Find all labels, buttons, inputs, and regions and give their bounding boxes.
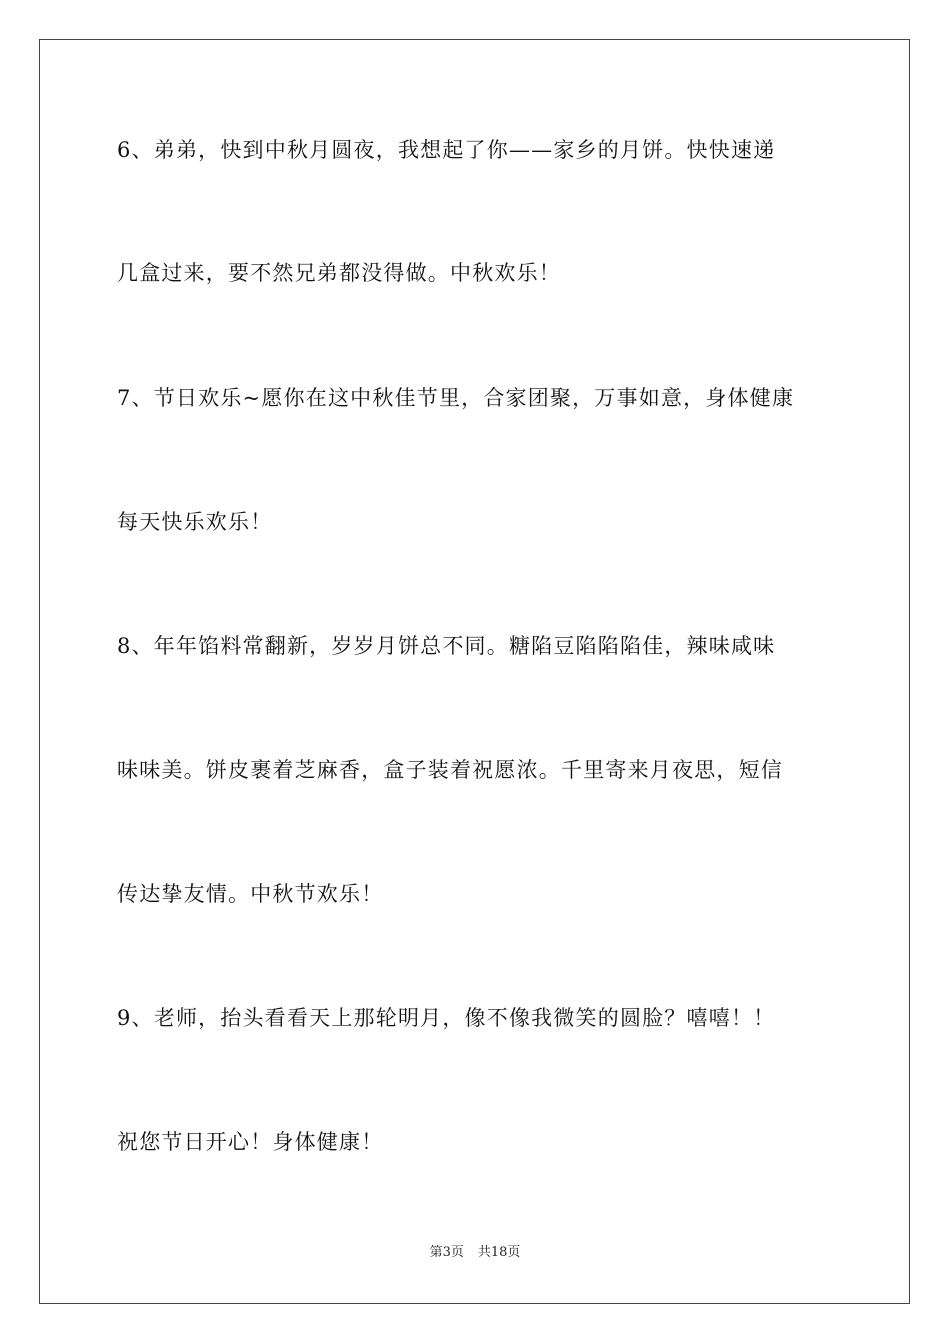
page-footer xyxy=(0,1244,950,1262)
text-line-3: 7、节日欢乐~愿你在这中秋佳节里，合家团聚，万事如意，身体健康 xyxy=(117,386,795,410)
text-line-7: 传达挚友情。中秋节欢乐！ xyxy=(117,882,384,906)
text-line-9: 祝您节日开心！身体健康！ xyxy=(117,1130,384,1154)
text-line-4: 每天快乐欢乐！ xyxy=(117,510,273,534)
text-line-1: 6、弟弟，快到中秋月圆夜，我想起了你——家乡的月饼。快快速递 xyxy=(117,138,776,162)
text-line-2: 几盒过来，要不然兄弟都没得做。中秋欢乐！ xyxy=(117,261,561,285)
page-total: 共18页 xyxy=(477,1245,521,1260)
text-line-6: 味味美。饼皮裹着芝麻香，盒子装着祝愿浓。千里寄来月夜思，短信 xyxy=(117,758,783,782)
text-line-5: 8、年年馅料常翻新，岁岁月饼总不同。糖陷豆陷陷陷佳，辣味咸味 xyxy=(117,634,776,658)
text-line-8: 9、老师，抬头看看天上那轮明月，像不像我微笑的圆脸？嘻嘻！！ xyxy=(117,1006,776,1030)
page-border xyxy=(39,39,910,1304)
page-number: 第3页 xyxy=(429,1245,464,1260)
